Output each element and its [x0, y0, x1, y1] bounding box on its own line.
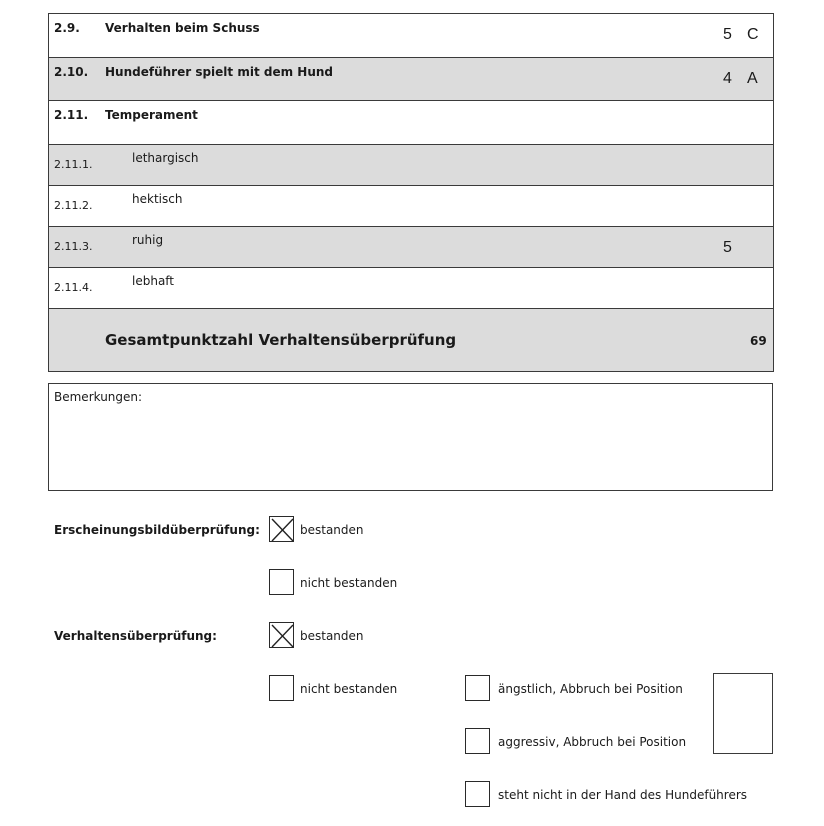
- appearance-check-label: Erscheinungsbildüberprüfung:: [54, 523, 260, 537]
- checkmark-x-icon: [270, 623, 295, 649]
- behavior-check-label: Verhaltensüberprüfung:: [54, 629, 217, 643]
- row-label: Hundeführer spielt mit dem Hund: [105, 64, 333, 79]
- behavior-failed-checkbox[interactable]: [269, 675, 294, 701]
- table-row: [49, 101, 773, 145]
- row-number: 2.11.: [54, 108, 89, 122]
- remarks-box[interactable]: [48, 383, 773, 491]
- appearance-failed-checkbox[interactable]: [269, 569, 294, 595]
- total-score: 69: [750, 333, 767, 348]
- row-label: Temperament: [105, 108, 198, 122]
- row-number: 2.11.2.: [54, 198, 93, 212]
- table-row: [49, 14, 773, 58]
- row-label: ruhig: [132, 232, 164, 247]
- table-row: [49, 145, 773, 186]
- behavior-passed-label: bestanden: [300, 629, 364, 643]
- table-row: [49, 227, 773, 268]
- table-row: [49, 268, 773, 309]
- total-label: Gesamtpunktzahl Verhaltensüberprüfung: [105, 330, 457, 349]
- table-row: [49, 58, 773, 102]
- evaluation-table: [48, 13, 774, 372]
- row-number: 2.11.3.: [54, 239, 93, 253]
- remarks-label: Bemerkungen:: [54, 390, 143, 404]
- row-score: 5: [723, 238, 732, 256]
- reason-anxious-label: ängstlich, Abbruch bei Position: [498, 682, 683, 696]
- row-label: Verhalten beim Schuss: [105, 21, 260, 35]
- row-grade: A: [747, 69, 758, 87]
- total-row: [49, 309, 773, 371]
- reason-not-controlled-label: steht nicht in der Hand des Hundeführers: [498, 788, 748, 802]
- appearance-passed-checkbox[interactable]: [269, 516, 294, 542]
- row-number: 2.11.1.: [54, 157, 93, 171]
- row-score: 5: [723, 26, 732, 43]
- row-label: hektisch: [132, 191, 183, 206]
- behavior-failed-label: nicht bestanden: [300, 682, 398, 696]
- row-label: lethargisch: [132, 150, 199, 165]
- reason-not-controlled-checkbox[interactable]: [465, 781, 490, 807]
- behavior-passed-checkbox[interactable]: [269, 622, 294, 648]
- checkmark-x-icon: [270, 517, 295, 543]
- reason-aggressive-checkbox[interactable]: [465, 728, 490, 754]
- appearance-passed-label: bestanden: [300, 523, 364, 537]
- row-label: lebhaft: [132, 273, 175, 288]
- row-number: 2.10.: [54, 64, 89, 79]
- row-grade: C: [747, 26, 759, 43]
- table-row: [49, 186, 773, 227]
- appearance-failed-label: nicht bestanden: [300, 576, 398, 590]
- row-score: 4: [723, 69, 732, 87]
- row-number: 2.11.4.: [54, 280, 93, 294]
- position-input-box[interactable]: [713, 673, 773, 754]
- reason-aggressive-label: aggressiv, Abbruch bei Position: [498, 735, 687, 749]
- row-number: 2.9.: [54, 21, 80, 35]
- reason-anxious-checkbox[interactable]: [465, 675, 490, 701]
